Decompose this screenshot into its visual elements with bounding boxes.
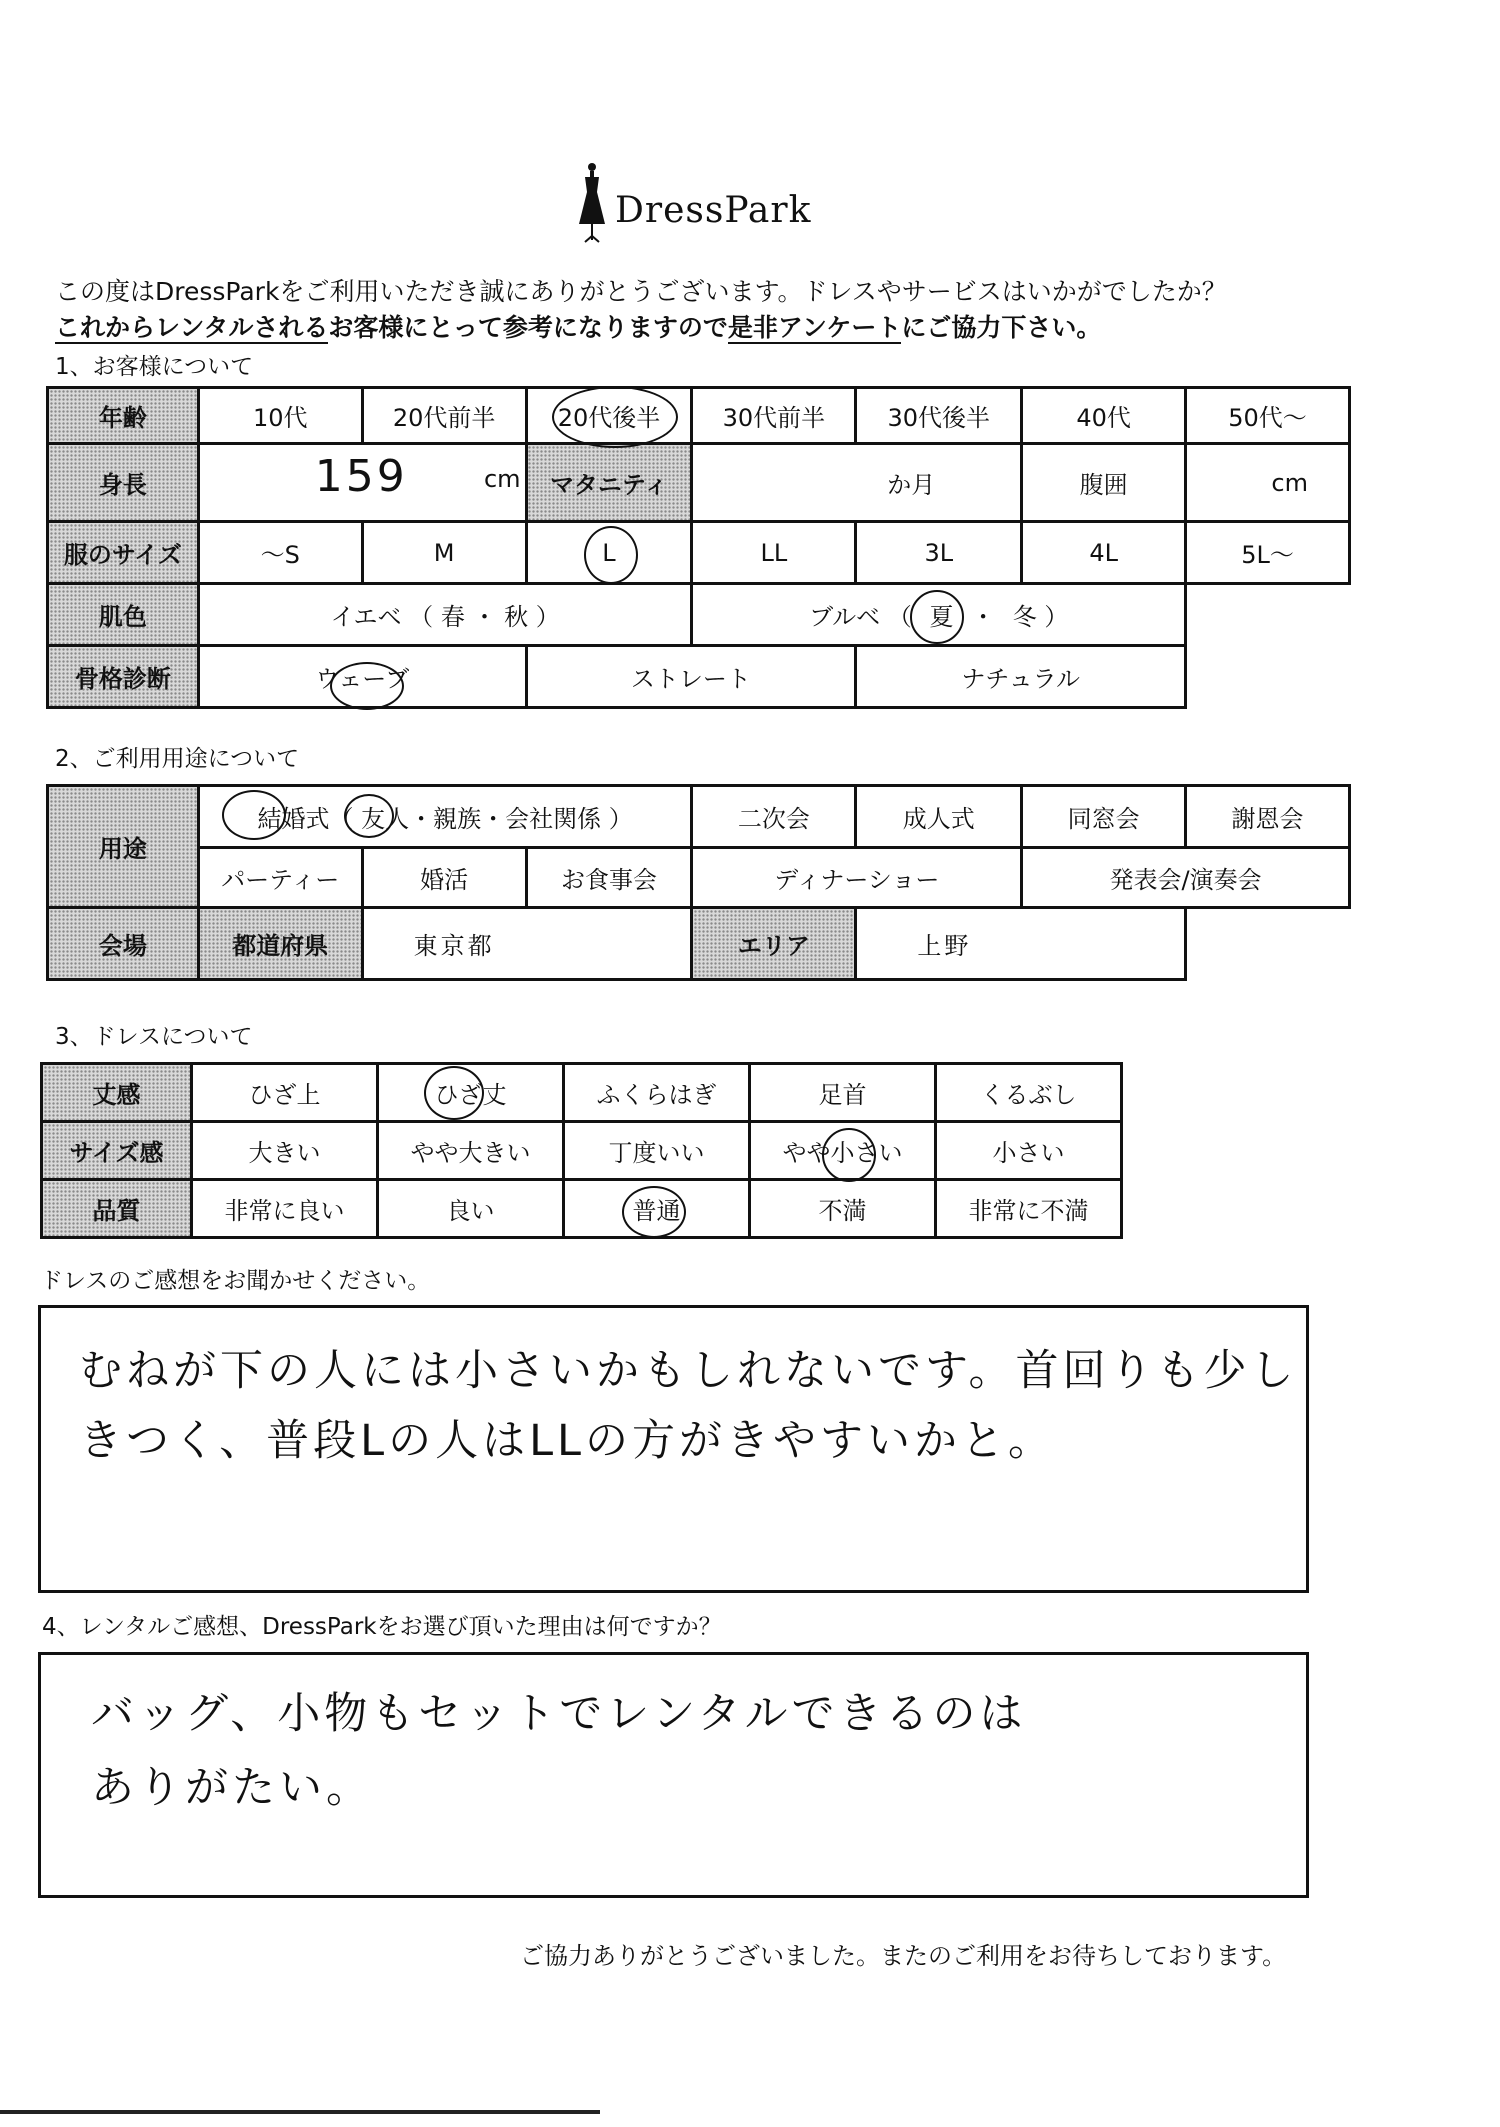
age-option[interactable]: 40代 <box>1022 388 1186 444</box>
height-field[interactable] <box>198 444 526 522</box>
prefecture-value[interactable]: 東京都 <box>362 908 692 980</box>
skin-blue-base[interactable] <box>692 584 1186 646</box>
size-label: 服のサイズ <box>48 522 199 584</box>
rental-comment-line: ありがたい。 <box>91 1763 373 1813</box>
purpose-option[interactable]: 同窓会 <box>1022 786 1186 848</box>
age-option[interactable]: 20代前半 <box>362 388 526 444</box>
rental-comment-line: バッグ、小物もセットでレンタルできるのは <box>91 1689 1027 1739</box>
length-row <box>42 1064 1122 1122</box>
purpose-option[interactable]: 謝恩会 <box>1186 786 1350 848</box>
purpose-option[interactable]: パーティー <box>198 848 362 908</box>
dress-comment-line: きつく、普段Lの人はLLの方がきやすいかと。 <box>79 1416 1056 1466</box>
age-option[interactable]: 30代後半 <box>856 388 1022 444</box>
dress-option[interactable]: 丁度いい <box>564 1122 750 1180</box>
dress-row-label: 品質 <box>42 1180 192 1238</box>
area-label: エリア <box>692 908 856 980</box>
intro-mid: お客様にとって参考になりますので <box>328 313 728 342</box>
age-option[interactable]: 30代前半 <box>692 388 856 444</box>
venue-row <box>48 908 1350 980</box>
skin-dot: ・ <box>971 603 996 631</box>
rental-comment-box[interactable] <box>38 1652 1309 1898</box>
dress-table <box>40 1062 1123 1239</box>
dress-option[interactable]: くるぶし <box>936 1064 1122 1122</box>
purpose-row-1 <box>48 786 1350 848</box>
skin-blue-prefix: ブルベ （ <box>809 603 912 631</box>
section-1-title: 1、お客様について <box>55 354 254 380</box>
height-value: 159 <box>314 451 408 502</box>
dress-row-label: 丈感 <box>42 1064 192 1122</box>
age-option[interactable]: 10代 <box>198 388 362 444</box>
scan-edge-line <box>0 2110 600 2114</box>
frame-option[interactable]: ナチュラル <box>856 646 1186 708</box>
footer-thanks: ご協力ありがとうございました。またのご利用をお待ちしております。 <box>520 1942 1287 1970</box>
section-3-title: 3、ドレスについて <box>55 1024 253 1050</box>
skin-label: 肌色 <box>48 584 199 646</box>
dress-option-selected[interactable]: ひざ丈 <box>378 1064 564 1122</box>
usage-table <box>46 784 1351 981</box>
venue-label: 会場 <box>48 908 199 980</box>
age-option-selected[interactable]: 20代後半 <box>526 388 692 444</box>
size-option[interactable]: LL <box>692 522 856 584</box>
purpose-wedding[interactable]: 結婚式（ 友人・親族・会社関係 ） <box>198 786 692 848</box>
maternity-months[interactable]: か月 <box>692 444 1022 522</box>
dress-comment-line: むねが下の人には小さいかもしれないです。首回りも少し <box>79 1346 1298 1396</box>
frame-label: 骨格診断 <box>48 646 199 708</box>
dress-icon <box>575 162 609 252</box>
dress-option-selected[interactable]: 普通 <box>564 1180 750 1238</box>
intro-line-1: この度はDressParkをご利用いただき誠にありがとうございます。ドレスやサービスはいかがでしたか？ <box>55 277 1227 306</box>
size-option[interactable]: 3L <box>856 522 1022 584</box>
size-option[interactable]: ～S <box>198 522 362 584</box>
intro-end: にご協力下さい。 <box>901 313 1102 342</box>
purpose-option[interactable]: ディナーショー <box>692 848 1022 908</box>
waist-label: 腹囲 <box>1022 444 1186 522</box>
waist-unit[interactable]: cm <box>1186 444 1350 522</box>
purpose-option[interactable]: 発表会/演奏会 <box>1022 848 1350 908</box>
dress-comment-prompt: ドレスのご感想をお聞かせください。 <box>40 1268 431 1294</box>
quality-row <box>42 1180 1122 1238</box>
height-label: 身長 <box>48 444 199 522</box>
dress-option[interactable]: 大きい <box>192 1122 378 1180</box>
skin-yellow-base[interactable]: イエベ （ 春 ・ 秋 ） <box>198 584 692 646</box>
intro-underline-1: これからレンタルされる <box>55 313 329 342</box>
frame-row <box>48 646 1350 708</box>
dress-option[interactable]: 非常に良い <box>192 1180 378 1238</box>
dress-comment-box[interactable] <box>38 1305 1309 1593</box>
section-4-title: 4、レンタルご感想、DressParkをお選び頂いた理由は何ですか？ <box>42 1614 722 1640</box>
intro-underline-2: 是非アンケート <box>727 313 902 342</box>
dress-row-label: サイズ感 <box>42 1122 192 1180</box>
frame-option-selected[interactable]: ウェーブ <box>198 646 526 708</box>
size-row <box>48 522 1350 584</box>
height-row <box>48 444 1350 522</box>
skin-summer-option[interactable]: 夏 <box>929 603 954 631</box>
height-unit: cm <box>483 465 521 493</box>
size-option[interactable]: 4L <box>1022 522 1186 584</box>
purpose-row-2 <box>48 848 1350 908</box>
frame-option[interactable]: ストレート <box>526 646 856 708</box>
purpose-option[interactable]: お食事会 <box>526 848 692 908</box>
dress-option[interactable]: 不満 <box>750 1180 936 1238</box>
intro-line-2 <box>55 308 1101 344</box>
age-row <box>48 388 1350 444</box>
purpose-label: 用途 <box>48 786 199 908</box>
area-value[interactable]: 上野 <box>856 908 1186 980</box>
purpose-option[interactable]: 成人式 <box>856 786 1022 848</box>
dress-option[interactable]: 非常に不満 <box>936 1180 1122 1238</box>
purpose-option[interactable]: 婚活 <box>362 848 526 908</box>
age-label: 年齢 <box>48 388 199 444</box>
skin-winter-option[interactable]: 冬 ） <box>1012 603 1069 631</box>
section-2-title: 2、ご利用用途について <box>55 746 300 772</box>
dress-option[interactable]: ひざ上 <box>192 1064 378 1122</box>
dress-option[interactable]: 良い <box>378 1180 564 1238</box>
customer-table <box>46 386 1351 709</box>
dress-option-selected[interactable]: やや小さい <box>750 1122 936 1180</box>
maternity-label: マタニティ <box>526 444 692 522</box>
size-option[interactable]: 5L～ <box>1186 522 1350 584</box>
purpose-option[interactable]: 二次会 <box>692 786 856 848</box>
skin-row <box>48 584 1350 646</box>
prefecture-label: 都道府県 <box>198 908 362 980</box>
dress-option[interactable]: 足首 <box>750 1064 936 1122</box>
brand-name: DressPark <box>615 190 812 231</box>
dress-option[interactable]: 小さい <box>936 1122 1122 1180</box>
size-option[interactable]: M <box>362 522 526 584</box>
dress-option[interactable]: やや大きい <box>378 1122 564 1180</box>
age-option[interactable]: 50代～ <box>1186 388 1350 444</box>
size-option-selected[interactable]: L <box>526 522 692 584</box>
fit-row <box>42 1122 1122 1180</box>
dress-option[interactable]: ふくらはぎ <box>564 1064 750 1122</box>
